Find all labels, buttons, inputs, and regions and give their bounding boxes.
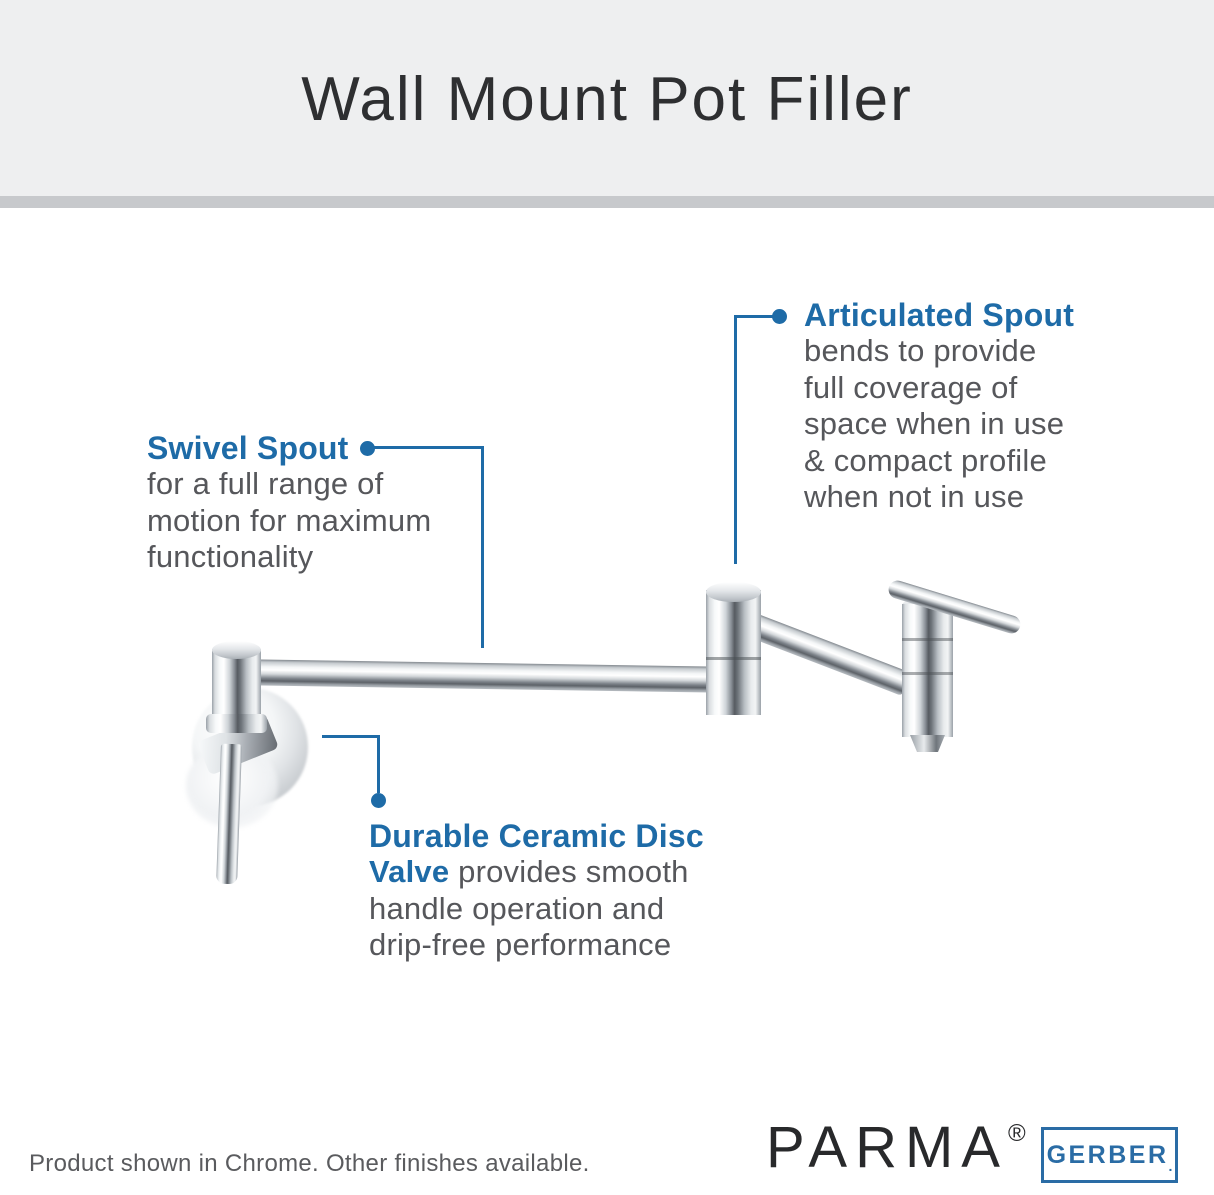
valve-handle-rod [216, 744, 242, 885]
aerator-tip [910, 735, 945, 752]
callout-heading: Articulated Spout [804, 297, 1075, 333]
parma-wordmark [766, 1114, 1026, 1181]
callout-body-line: bends to provide [804, 333, 1037, 368]
swivel-spout-arm [230, 659, 722, 693]
spout-head-seam [902, 672, 953, 675]
gerber-logo-text: GERBER [1046, 1140, 1169, 1169]
callout-body-line: motion for maximum [147, 502, 432, 538]
gerber-logo-mark: . [1168, 1158, 1173, 1174]
articulating-joint-cap [706, 582, 761, 602]
callout-body-line: for a full range of [147, 466, 384, 501]
callout-line [734, 315, 737, 564]
callout-line [322, 735, 380, 738]
callout-heading: Durable Ceramic Disc [369, 818, 704, 854]
articulating-joint-body [706, 590, 761, 715]
callout-body-line [369, 854, 704, 891]
articulating-joint-seam [706, 657, 761, 660]
spout-head-body [902, 604, 953, 737]
callout-heading-inline: Valve [369, 854, 450, 889]
callout-dot [772, 309, 787, 324]
page-title: Wall Mount Pot Filler [301, 65, 913, 134]
callout-body-line: & compact profile [804, 442, 1047, 478]
registered-mark: ® [1007, 1120, 1026, 1147]
spout-head-seam [902, 638, 953, 641]
parma-text: PARMA [766, 1115, 1008, 1180]
finish-note: Product shown in Chrome. Other finishes available. [29, 1150, 590, 1177]
callout-body-line: space when in use [804, 406, 1065, 441]
swivel-joint-cap [212, 641, 261, 659]
callout-body-line: full coverage of [804, 369, 1018, 405]
gerber-logo [1041, 1127, 1178, 1183]
callout-body-line: functionality [147, 539, 314, 574]
callout-heading: Swivel Spout [147, 430, 349, 466]
callout-body-inline: provides smooth [449, 854, 689, 889]
callout-body-line: handle operation and [369, 890, 665, 926]
callout-line [481, 446, 484, 648]
callout-body-line: drip-free performance [369, 927, 672, 962]
callout-line [377, 735, 380, 793]
callout-body-line: when not in use [804, 479, 1025, 514]
banner-divider [0, 196, 1214, 208]
callout-dot [371, 793, 386, 808]
title-banner [0, 0, 1214, 196]
swivel-joint-flange [206, 714, 267, 733]
